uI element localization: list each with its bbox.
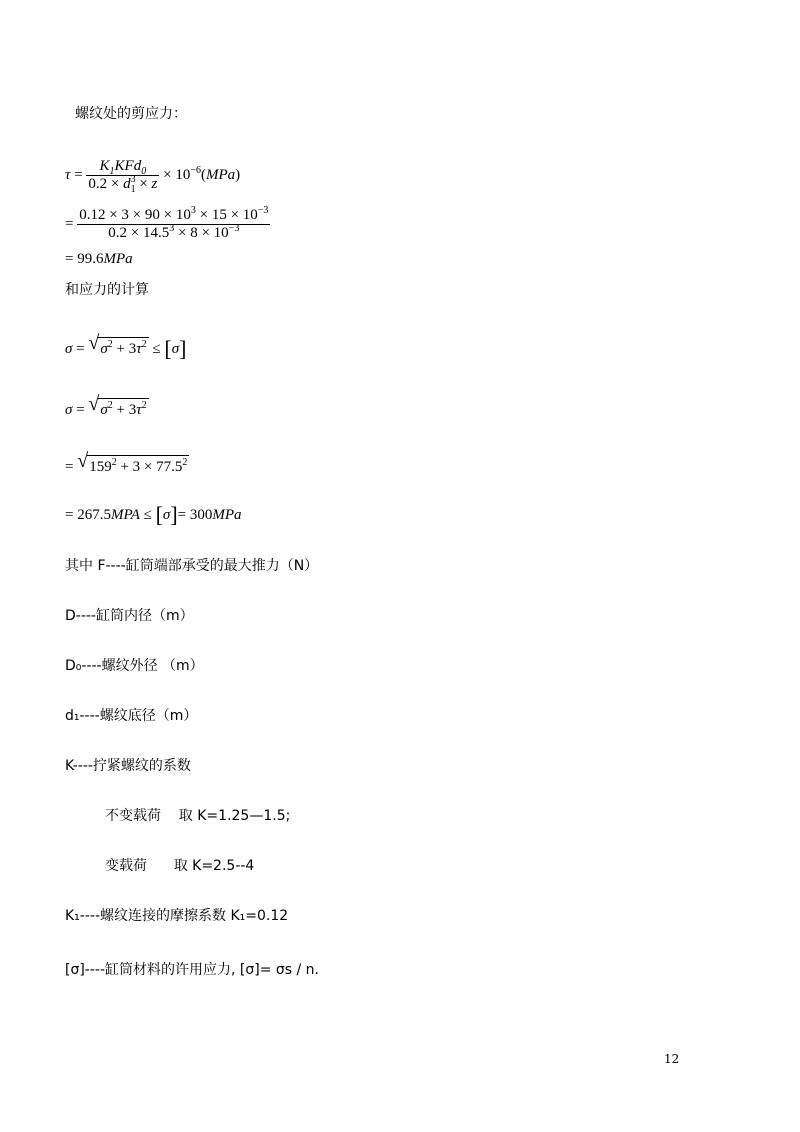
formula-tau-result: = 99.6MPa bbox=[65, 251, 133, 267]
definition-d1: d₁----螺纹底径（m） bbox=[65, 708, 198, 724]
definition-allowable-stress: [σ]----缸筒材料的许用应力, [σ]= σs / n. bbox=[65, 962, 319, 978]
definition-D: D----缸筒内径（m） bbox=[65, 608, 194, 624]
formula-tau: τ = $\frac{K_1KFd_0}{0.2 \times d_1^3 \times z}$ × $10^{-6}(MPa)$ bbox=[65, 158, 241, 195]
definition-D0: D₀----螺纹外径 （m） bbox=[65, 658, 204, 674]
formula-sigma-substitution: = √ $159^2 + 3 \times 77.5^2$ bbox=[65, 450, 188, 475]
definition-K-variable-load: 变载荷 取 K=2.5--4 bbox=[105, 858, 255, 874]
formula-sigma-definition: σ = √ $\sigma^2 + 3\tau^2$ bbox=[65, 393, 147, 418]
formula-substitution: = $\frac{0.12 \times 3 \times 90 \times 10^3 \times 15 \times 10^{-3}}{0.2 \times 14.5^3 \times 8 \times 10^{-3}}$ bbox=[65, 205, 269, 241]
definition-K1: K₁----螺纹连接的摩擦系数 K₁=0.12 bbox=[65, 908, 289, 924]
fraction-substitution: $\frac{0.12 \times 3 \times 90 \times 10^3 \times 15 \times 10^{-3}}{0.2 \times 14.5^3 \times 8 \times 10^{-3}}$ bbox=[79, 205, 269, 241]
fraction-tau: $\frac{K_1KFd_0}{0.2 \times d_1^3 \times z}$ bbox=[88, 158, 158, 195]
definition-K: K----拧紧螺纹的系数 bbox=[65, 758, 191, 774]
heading-shear-stress: 螺纹处的剪应力： bbox=[75, 106, 187, 122]
definition-F: 其中 F----缸筒端部承受的最大推力（N） bbox=[65, 558, 319, 574]
formula-sigma-result: = 267.5MPA ≤ [σ]= 300MPa bbox=[65, 502, 242, 527]
formula-sigma-condition: σ = √ $\sigma^2 + 3\tau^2 \le [\sigma]$ bbox=[65, 332, 187, 361]
heading-combined-stress: 和应力的计算 bbox=[65, 282, 149, 298]
page-number: 12 bbox=[664, 1052, 680, 1066]
definition-K-static-load: 不变载荷 取 K=1.25—1.5; bbox=[105, 808, 291, 824]
